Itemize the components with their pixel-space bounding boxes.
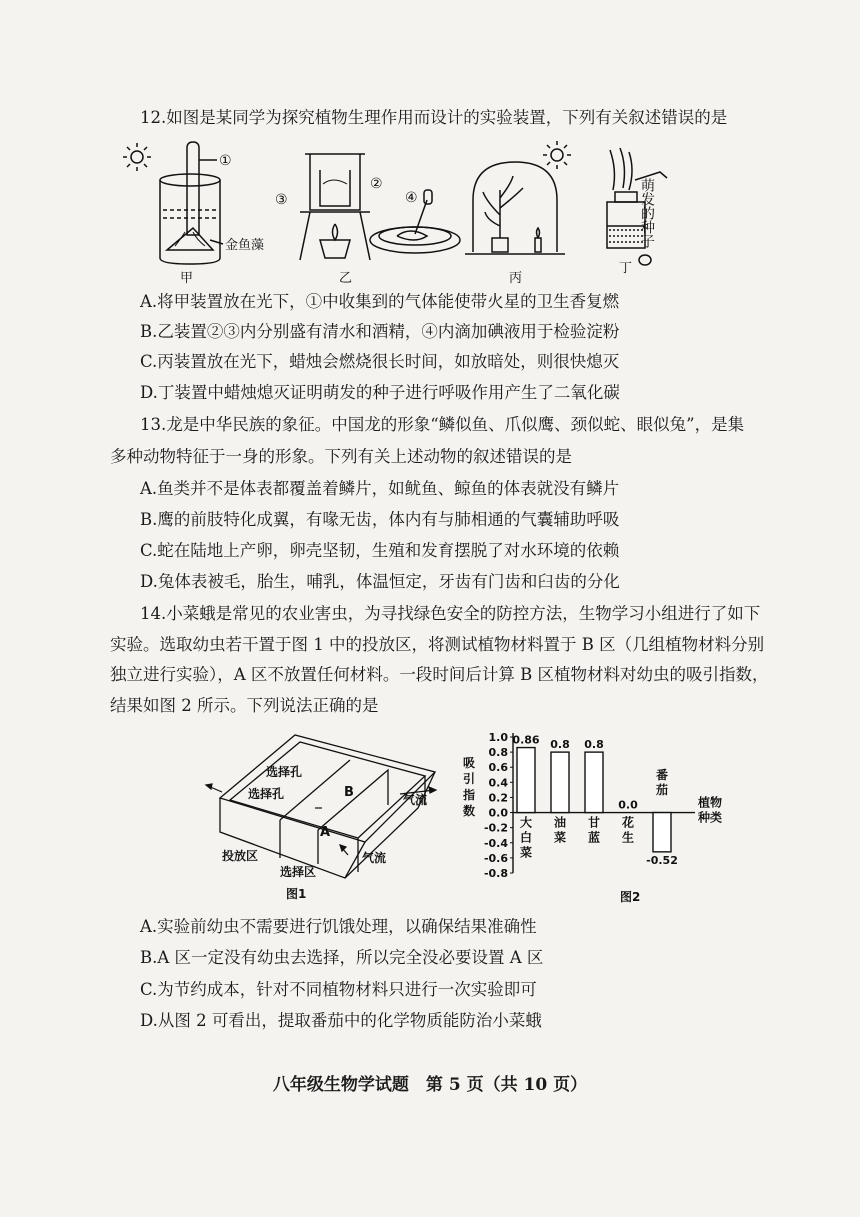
q14-option-a: A.实验前幼虫不需要进行饥饿处理，以确保结果准确性 bbox=[140, 917, 537, 936]
chart-ytick-label: 0.8 bbox=[488, 746, 508, 760]
chart-ytick-label: 1.0 bbox=[488, 731, 508, 744]
chart-bar bbox=[653, 813, 671, 852]
q12-stem: 12.如图是某同学为探究植物生理作用而设计的实验装置，下列有关叙述错误的是 bbox=[140, 108, 728, 127]
chart-category-char: 花 bbox=[621, 815, 635, 830]
q12-figure bbox=[115, 140, 675, 290]
q13-option-b: B.鹰的前肢特化成翼，有喙无齿，体内有与肺相通的气囊辅助呼吸 bbox=[140, 510, 620, 529]
label-jia: 甲 bbox=[180, 271, 194, 286]
chart-xlabel-line: 植物 bbox=[698, 795, 723, 810]
label-bing: 丙 bbox=[509, 271, 523, 286]
figure-2-chart bbox=[455, 725, 735, 910]
chart-ytick-label: 0.0 bbox=[488, 806, 508, 820]
chart-category-label bbox=[656, 767, 668, 797]
chart-category-char: 番 bbox=[655, 768, 669, 782]
chart-category-label bbox=[554, 815, 566, 845]
fig1-select-zone: 选择区 bbox=[280, 865, 317, 879]
label-1: ① bbox=[219, 153, 232, 169]
label-3: ③ bbox=[275, 192, 288, 208]
chart-bar bbox=[551, 752, 569, 812]
fig1-release-zone: 投放区 bbox=[222, 849, 259, 863]
fig1-hole1: 选择孔 bbox=[266, 765, 303, 779]
chart-ytick-label: 0.2 bbox=[488, 791, 508, 805]
chart-ylabel-char: 吸 bbox=[463, 756, 476, 770]
apparatus-jia bbox=[160, 142, 223, 264]
chart-value-label: 0.8 bbox=[550, 738, 570, 752]
q12-option-c: C.丙装置放在光下，蜡烛会燃烧很长时间，如放暗处，则很快熄灭 bbox=[140, 352, 620, 371]
sun-icon bbox=[543, 141, 571, 169]
chart-ylabel-char: 数 bbox=[463, 804, 476, 818]
chart-category-label bbox=[520, 815, 532, 860]
chart-bar bbox=[517, 748, 535, 813]
q14-stem-line4: 结果如图 2 所示。下列说法正确的是 bbox=[110, 696, 379, 715]
apparatus-ding bbox=[607, 148, 667, 265]
q14-option-c: C.为节约成本，针对不同植物材料只进行一次实验即可 bbox=[140, 980, 537, 999]
chart-category-label bbox=[588, 815, 600, 845]
fig1-hole2: 选择孔 bbox=[248, 787, 285, 801]
fig1-caption: 图1 bbox=[286, 887, 307, 901]
label-4: ④ bbox=[405, 190, 418, 206]
label-ding: 丁 bbox=[619, 261, 633, 276]
fig1-zone-b: B bbox=[344, 785, 354, 800]
chart-ytick-label: -0.8 bbox=[483, 867, 508, 880]
q13-option-a: A.鱼类并不是体表都覆盖着鳞片，如鱿鱼、鲸鱼的体表就没有鳞片 bbox=[140, 479, 620, 498]
chart-xlabel bbox=[697, 795, 722, 825]
q14-stem-line3: 独立进行实验），A 区不放置任何材料。一段时间后计算 B 区植物材料对幼虫的吸引指数， bbox=[110, 665, 769, 684]
chart-category-char: 油 bbox=[553, 815, 567, 830]
chart-ytick-label: -0.2 bbox=[483, 821, 508, 835]
q12-option-b: B.乙装置②③内分别盛有清水和酒精，④内滴加碘液用于检验淀粉 bbox=[140, 322, 620, 341]
chart-category-char: 茄 bbox=[655, 783, 669, 797]
chart-value-label: -0.52 bbox=[646, 853, 678, 867]
chart-ytick-label: 0.4 bbox=[488, 776, 508, 790]
figure-1 bbox=[200, 730, 450, 910]
label-yi: 乙 bbox=[339, 271, 353, 286]
chart-ylabel-char: 指 bbox=[463, 788, 476, 802]
chart-category-char: 菜 bbox=[553, 830, 567, 845]
chart-category-char: 白 bbox=[519, 830, 533, 845]
q13-stem-line2: 多种动物特征于一身的形象。下列有关上述动物的叙述错误的是 bbox=[110, 447, 572, 466]
apparatus-yi bbox=[300, 154, 370, 260]
chart-category-char: 蓝 bbox=[587, 830, 601, 845]
chart-ylabel bbox=[462, 756, 475, 818]
sun-icon bbox=[123, 143, 151, 171]
chart-category-char: 甘 bbox=[587, 815, 601, 830]
chart-caption: 图2 bbox=[620, 890, 641, 904]
chart-xlabel-line: 种类 bbox=[698, 810, 723, 825]
label-2: ② bbox=[370, 176, 383, 192]
q14-stem-line2: 实验。选取幼虫若干置于图 1 中的投放区，将测试植物材料置于 B 区（几组植物材料分别 bbox=[110, 635, 765, 654]
chart-bar bbox=[585, 752, 603, 812]
q14-option-d: D.从图 2 可看出，提取番茄中的化学物质能防治小菜蛾 bbox=[140, 1011, 542, 1030]
apparatus-bing bbox=[465, 162, 565, 254]
chart-ytick-label: 0.6 bbox=[488, 761, 508, 775]
chart-ylabel-char: 引 bbox=[463, 772, 476, 786]
q12-option-d: D.丁装置中蜡烛熄灭证明萌发的种子进行呼吸作用产生了二氧化碳 bbox=[140, 383, 620, 402]
chart-category-char: 大 bbox=[519, 815, 533, 830]
page-footer: 八年级生物学试题 第 5 页（共 10 页） bbox=[272, 1075, 588, 1095]
chart-ytick-label: -0.4 bbox=[483, 836, 508, 850]
chart-ytick-label: -0.6 bbox=[483, 851, 508, 865]
label-seed: 萌发的种子 bbox=[639, 178, 655, 248]
chart-value-label: 0.8 bbox=[584, 738, 604, 752]
q12-option-a: A.将甲装置放在光下，①中收集到的气体能使带火星的卫生香复燃 bbox=[140, 292, 620, 311]
fig1-airflow-2: 气流 bbox=[362, 851, 387, 865]
q13-option-d: D.兔体表被毛，胎生，哺乳，体温恒定，牙齿有门齿和臼齿的分化 bbox=[140, 572, 620, 591]
q13-option-c: C.蛇在陆地上产卵，卵壳坚韧，生殖和发育摆脱了对水环境的依赖 bbox=[140, 541, 620, 560]
chart-value-label: 0.86 bbox=[512, 733, 540, 747]
chart-category-char: 菜 bbox=[519, 845, 533, 860]
fig1-zone-a: A bbox=[320, 825, 331, 840]
label-goldfish-weed: 金鱼藻 bbox=[225, 238, 265, 253]
chart-category-char: 生 bbox=[621, 830, 635, 845]
q13-stem-line1: 13.龙是中华民族的象征。中国龙的形象“鳞似鱼、爪似鹰、颈似蛇、眼似兔”，是集 bbox=[140, 415, 745, 434]
chart-category-label bbox=[621, 815, 634, 845]
q14-option-b: B.A 区一定没有幼虫去选择，所以完全没必要设置 A 区 bbox=[140, 948, 544, 967]
fig1-airflow-1: 气流 bbox=[403, 793, 428, 807]
q14-stem-line1: 14.小菜蛾是常见的农业害虫，为寻找绿色安全的防控方法，生物学习小组进行了如下 bbox=[140, 604, 761, 623]
chart-value-label: 0.0 bbox=[618, 798, 638, 812]
